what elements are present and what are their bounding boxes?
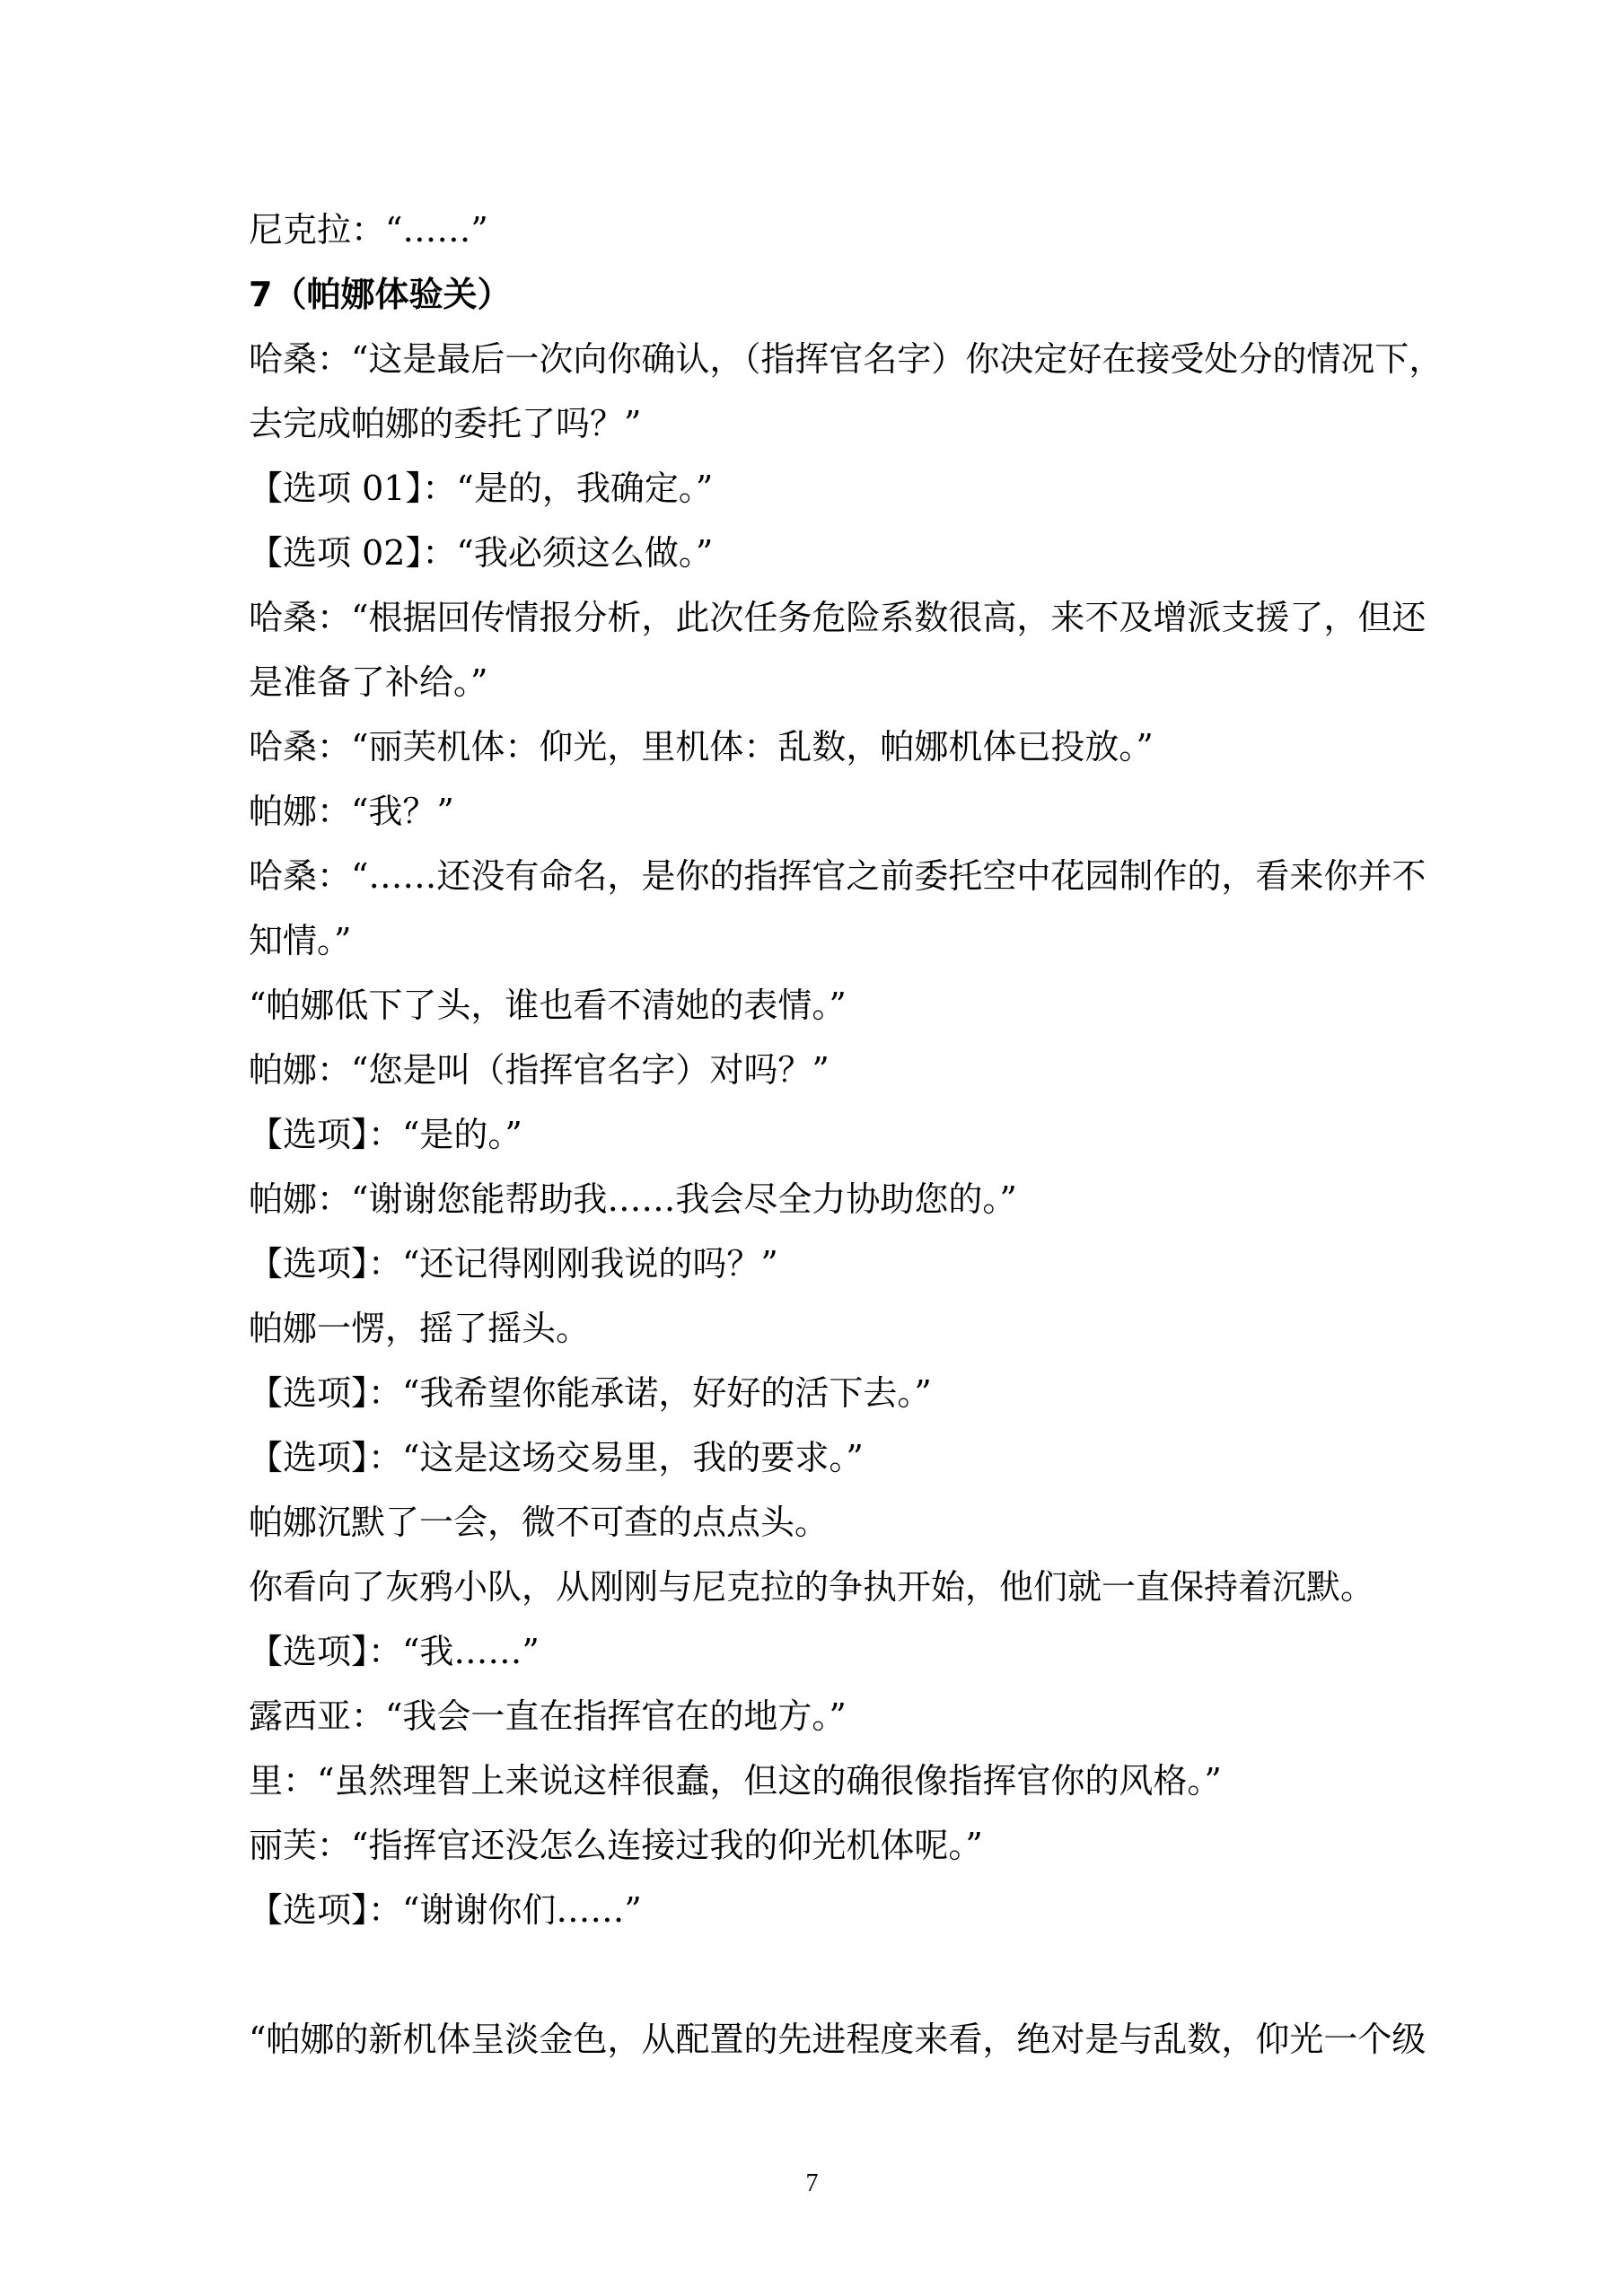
option-line: 【选项】：“这是这场交易里，我的要求。”	[249, 1438, 864, 1477]
text-line: 哈桑：“根据回传情报分析，此次任务危险系数很高，来不及增派支援了，但还	[249, 598, 1426, 637]
text-line: 里：“虽然理智上来说这样很蠢，但这的确很像指挥官你的风格。”	[249, 1761, 1222, 1801]
section-heading: 7（帕娜体验关）	[249, 275, 512, 314]
text-line: 哈桑：“这是最后一次向你确认，（指挥官名字）你决定好在接受处分的情况下，	[249, 339, 1444, 379]
text-line: 帕娜：“谢谢您能帮助我……我会尽全力协助您的。”	[249, 1179, 1017, 1219]
option-line: 【选项 02】：“我必须这么做。”	[249, 533, 714, 573]
text-line: 帕娜：“您是叫（指挥官名字）对吗？”	[249, 1050, 830, 1090]
option-line: 【选项】：“还记得刚刚我说的吗？”	[249, 1244, 778, 1284]
option-line: 【选项】：“是的。”	[249, 1115, 522, 1154]
option-line: 【选项】：“谢谢你们……”	[249, 1890, 642, 1930]
text-line: 帕娜沉默了一会，微不可查的点点头。	[249, 1503, 830, 1542]
text-line: 你看向了灰鸦小队，从刚刚与尼克拉的争执开始，他们就一直保持着沉默。	[249, 1567, 1375, 1607]
text-line: “帕娜的新机体呈淡金色，从配置的先进程度来看，绝对是与乱数，仰光一个级	[249, 2020, 1426, 2059]
option-line: 【选项】：“我……”	[249, 1632, 540, 1671]
text-line: 去完成帕娜的委托了吗？”	[249, 404, 642, 443]
text-line: 尼克拉：“……”	[249, 210, 488, 250]
text-line: 哈桑：“……还没有命名，是你的指挥官之前委托空中花园制作的，看来你并不	[249, 856, 1426, 896]
option-line: 【选项 01】：“是的，我确定。”	[249, 469, 714, 508]
text-line: 帕娜一愣，摇了摇头。	[249, 1309, 591, 1348]
text-line: 是准备了补给。”	[249, 662, 488, 702]
text-line: 露西亚：“我会一直在指挥官在的地方。”	[249, 1696, 847, 1736]
text-line: 丽芙：“指挥官还没怎么连接过我的仰光机体呢。”	[249, 1826, 983, 1865]
page-number: 7	[805, 2169, 819, 2197]
text-line: 帕娜：“我？”	[249, 792, 454, 831]
text-line: 哈桑：“丽芙机体：仰光，里机体：乱数，帕娜机体已投放。”	[249, 727, 1154, 767]
text-line: 知情。”	[249, 921, 352, 960]
option-line: 【选项】：“我希望你能承诺，好好的活下去。”	[249, 1373, 932, 1413]
text-line: “帕娜低下了头，谁也看不清她的表情。”	[249, 986, 847, 1025]
